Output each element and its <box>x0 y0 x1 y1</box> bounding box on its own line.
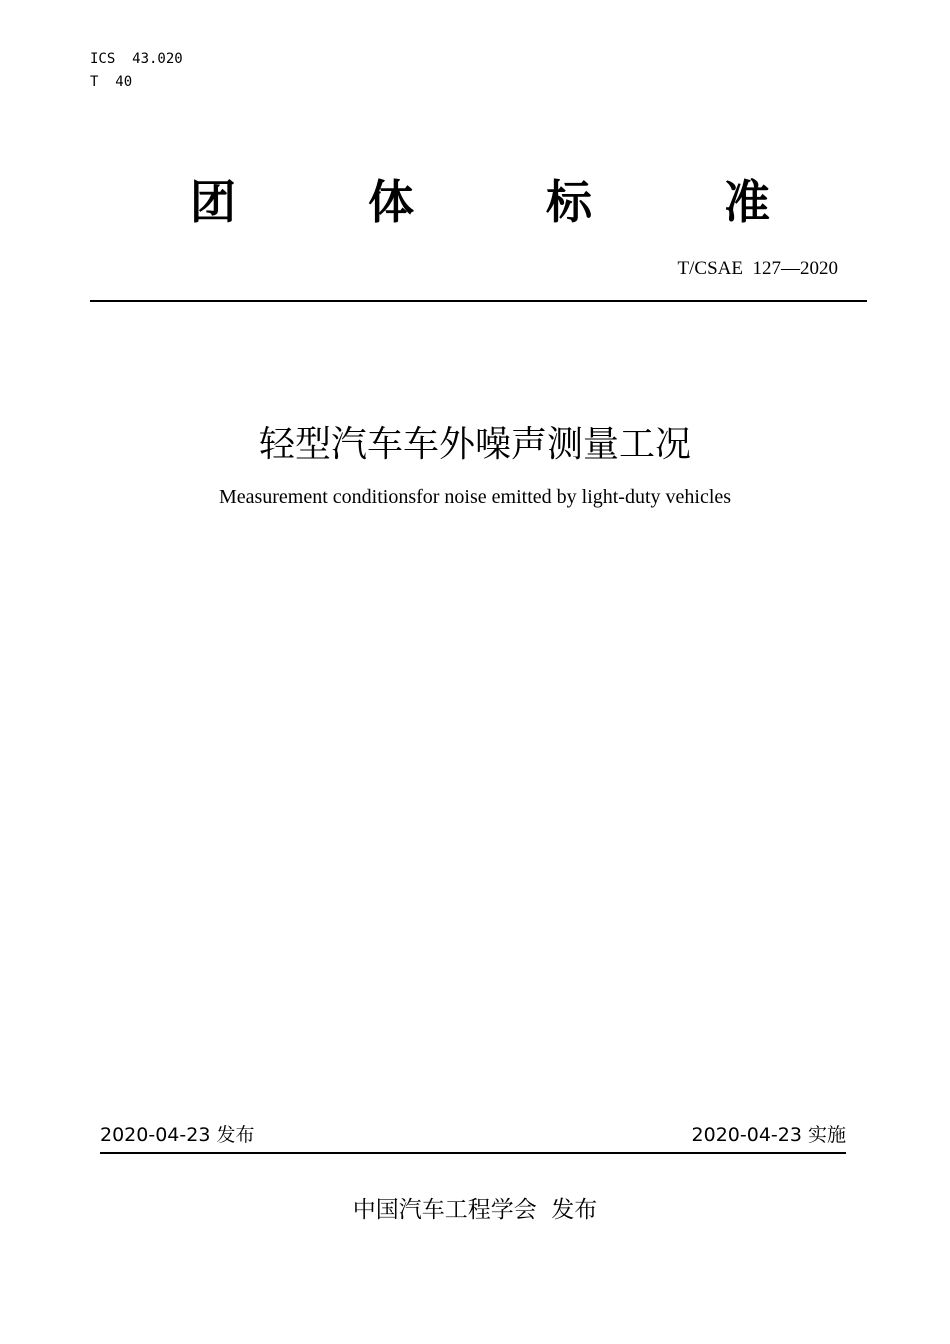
classification-codes <box>90 48 183 94</box>
footer-divider <box>100 1152 846 1154</box>
header-divider <box>90 300 867 302</box>
doc-type-char: 标 <box>546 175 592 229</box>
doc-type-char: 团 <box>190 175 236 229</box>
doc-type-char: 体 <box>368 175 414 229</box>
doc-type-char: 准 <box>724 175 770 229</box>
issue-date: 2020-04-23 发布 <box>100 1124 255 1146</box>
standard-number: T/CSAE 127—2020 <box>677 258 838 279</box>
title-chinese: 轻型汽车车外噪声测量工况 <box>258 424 691 465</box>
ccs-code: T 40 <box>90 74 133 90</box>
title-english: Measurement conditionsfor noise emitted by light-duty vehicles <box>218 486 732 508</box>
document-type-heading <box>190 172 770 232</box>
implementation-date: 2020-04-23 实施 <box>691 1124 846 1146</box>
ics-code: ICS 43.020 <box>90 51 183 67</box>
publisher: 中国汽车工程学会 发布 <box>352 1197 598 1223</box>
